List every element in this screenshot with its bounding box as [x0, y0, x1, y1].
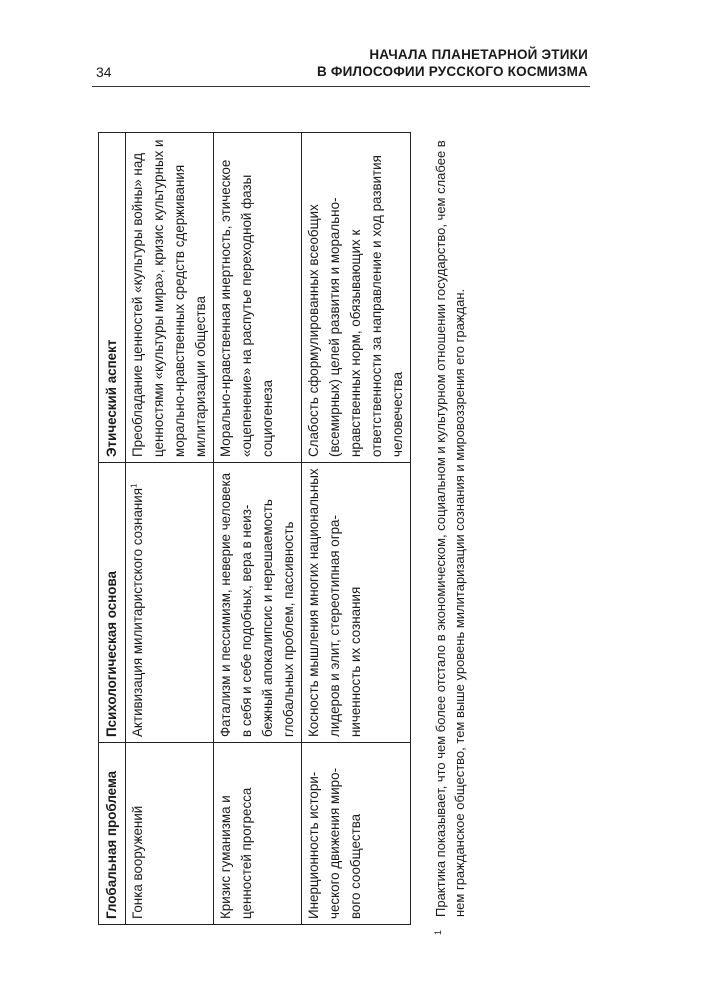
- table-header-row: [99, 133, 126, 925]
- cell-ethics: Слабость сформулированных всеобщих (всемирных) целей развития и морально-нравственных норм, обязывающих к ответственности за направление и ход развития человечества: [302, 133, 411, 463]
- footnote-marker: 1: [433, 929, 443, 935]
- table-row: [214, 133, 302, 925]
- footnote-text: Практика показывает, что чем более отстало в экономическом, социальном и культурном отношении государство, чем слабее в нем гражданское общество, тем выше уровень милитаризации сознания и мировоззрения его граждан.: [433, 140, 467, 917]
- cell-basis: Косность мышления многих национальных лидеров и элит, стереотипная ограниченность их сознания: [302, 463, 411, 743]
- running-head-line-1: НАЧАЛА ПЛАНЕТАРНОЙ ЭТИКИ: [369, 47, 588, 62]
- header-ethical-aspect: Этический аспект: [99, 133, 126, 463]
- table-row: [302, 133, 411, 925]
- rotated-content: [98, 133, 469, 935]
- header-rule: [92, 86, 590, 87]
- header-psychological-basis: Психологическая основа: [99, 463, 126, 743]
- cell-problem: Инерционность исторического движения мирового сообщества: [302, 743, 411, 925]
- problems-table: [98, 132, 411, 925]
- footnote-ref: 1: [129, 483, 139, 488]
- cell-basis: [126, 463, 214, 743]
- cell-ethics: Преобладание ценностей «культуры войны» над ценностями «культуры мира», кризис культурных и морально-нравственных средств сдерживания милитаризации общества: [126, 133, 214, 463]
- cell-ethics: Морально-нравственная инертность, этическое «оцепенение» на распутье переходной фазы социогенеза: [214, 133, 302, 463]
- footnote: [431, 133, 469, 935]
- table-row: [126, 133, 214, 925]
- page-number: 34: [96, 64, 112, 80]
- cell-basis-text: Активизация милитаристского сознания: [130, 487, 145, 737]
- running-head: [317, 46, 588, 80]
- running-head-line-2: В ФИЛОСОФИИ РУССКОГО КОСМИЗМА: [317, 64, 588, 79]
- header-global-problem: Глобальная проблема: [99, 743, 126, 925]
- cell-problem: Кризис гуманизма и ценностей прогресса: [214, 743, 302, 925]
- cell-problem: Гонка вооружений: [126, 743, 214, 925]
- cell-basis: Фатализм и пессимизм, неверие человека в себя и себе подобных, вера в неизбежный апокалипсис и нерешаемость глобальных проблем, пассивность: [214, 463, 302, 743]
